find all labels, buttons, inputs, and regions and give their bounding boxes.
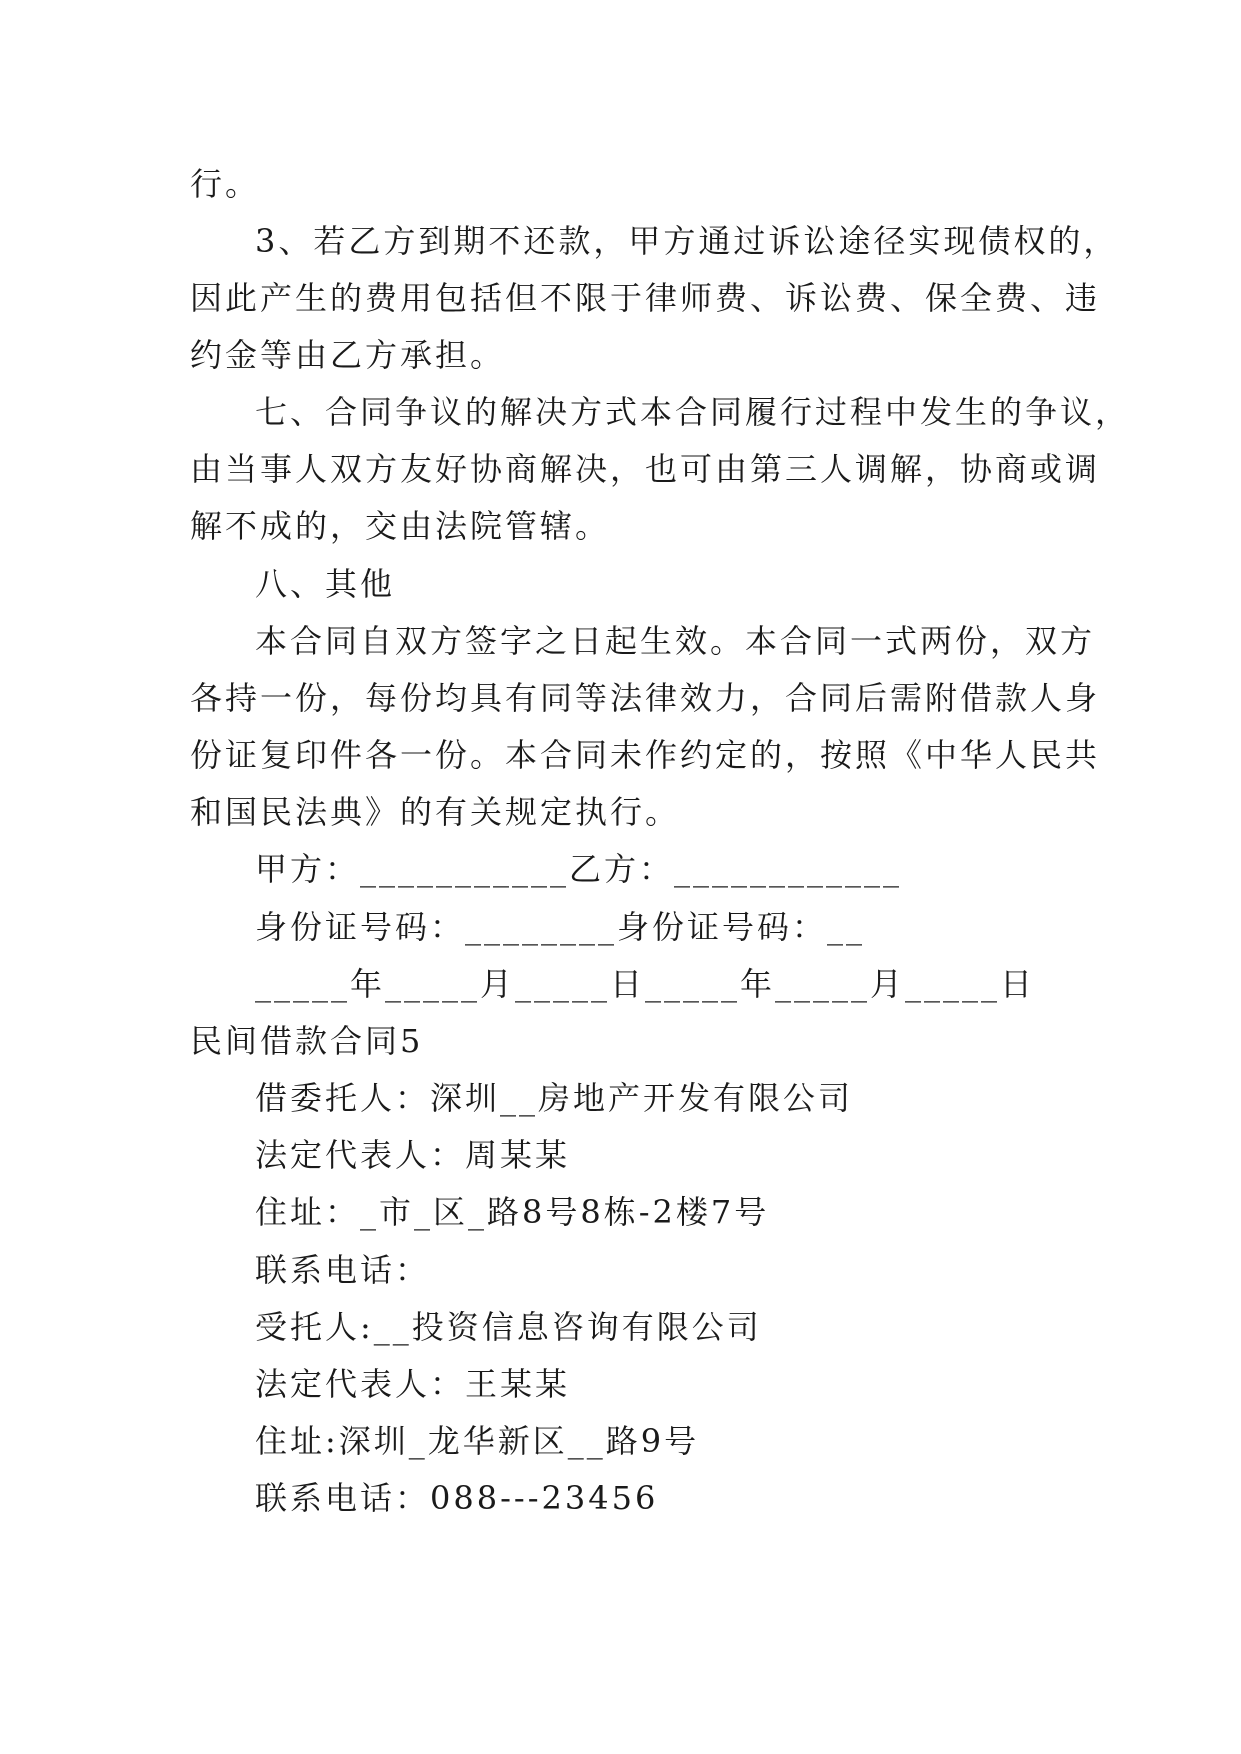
paragraph-line: 因此产生的费用包括但不限于律师费、诉讼费、保全费、违 bbox=[190, 279, 1101, 317]
signature-line: 甲方：___________乙方：____________ bbox=[255, 850, 903, 888]
agent-representative: 法定代表人：王某某 bbox=[255, 1365, 571, 1403]
document-title: 民间借款合同5 bbox=[190, 1022, 424, 1060]
paragraph-line: 由当事人双方友好协商解决，也可由第三人调解，协商或调 bbox=[190, 450, 1101, 488]
principal-address: 住址：_市_区_路8号8栋-2楼7号 bbox=[255, 1193, 770, 1231]
agent-address: 住址:深圳_龙华新区__路9号 bbox=[255, 1422, 700, 1460]
principal-representative: 法定代表人：周某某 bbox=[255, 1136, 571, 1174]
principal-phone: 联系电话： bbox=[255, 1251, 431, 1289]
agent-phone: 联系电话：088---23456 bbox=[255, 1479, 659, 1517]
paragraph-line: 解不成的，交由法院管辖。 bbox=[190, 507, 611, 545]
paragraph-line: 约金等由乙方承担。 bbox=[190, 336, 506, 374]
date-line: _____年_____月_____日_____年_____月_____日 bbox=[255, 965, 1036, 1003]
paragraph-line: 份证复印件各一份。本合同未作约定的，按照《中华人民共 bbox=[190, 736, 1101, 774]
paragraph-line: 行。 bbox=[190, 165, 261, 203]
paragraph-line: 七、合同争议的解决方式本合同履行过程中发生的争议， bbox=[255, 393, 1131, 431]
paragraph-line: 本合同自双方签字之日起生效。本合同一式两份，双方 bbox=[255, 622, 1096, 660]
paragraph-line: 3、若乙方到期不还款，甲方通过诉讼途径实现债权的， bbox=[255, 222, 1119, 260]
section-heading: 八、其他 bbox=[255, 565, 396, 603]
id-number-line: 身份证号码：________身份证号码：__ bbox=[255, 908, 866, 946]
paragraph-line: 和国民法典》的有关规定执行。 bbox=[190, 793, 681, 831]
agent-name: 受托人:__投资信息咨询有限公司 bbox=[255, 1308, 762, 1346]
paragraph-line: 各持一份，每份均具有同等法律效力，合同后需附借款人身 bbox=[190, 679, 1101, 717]
principal-name: 借委托人：深圳__房地产开发有限公司 bbox=[255, 1079, 854, 1117]
